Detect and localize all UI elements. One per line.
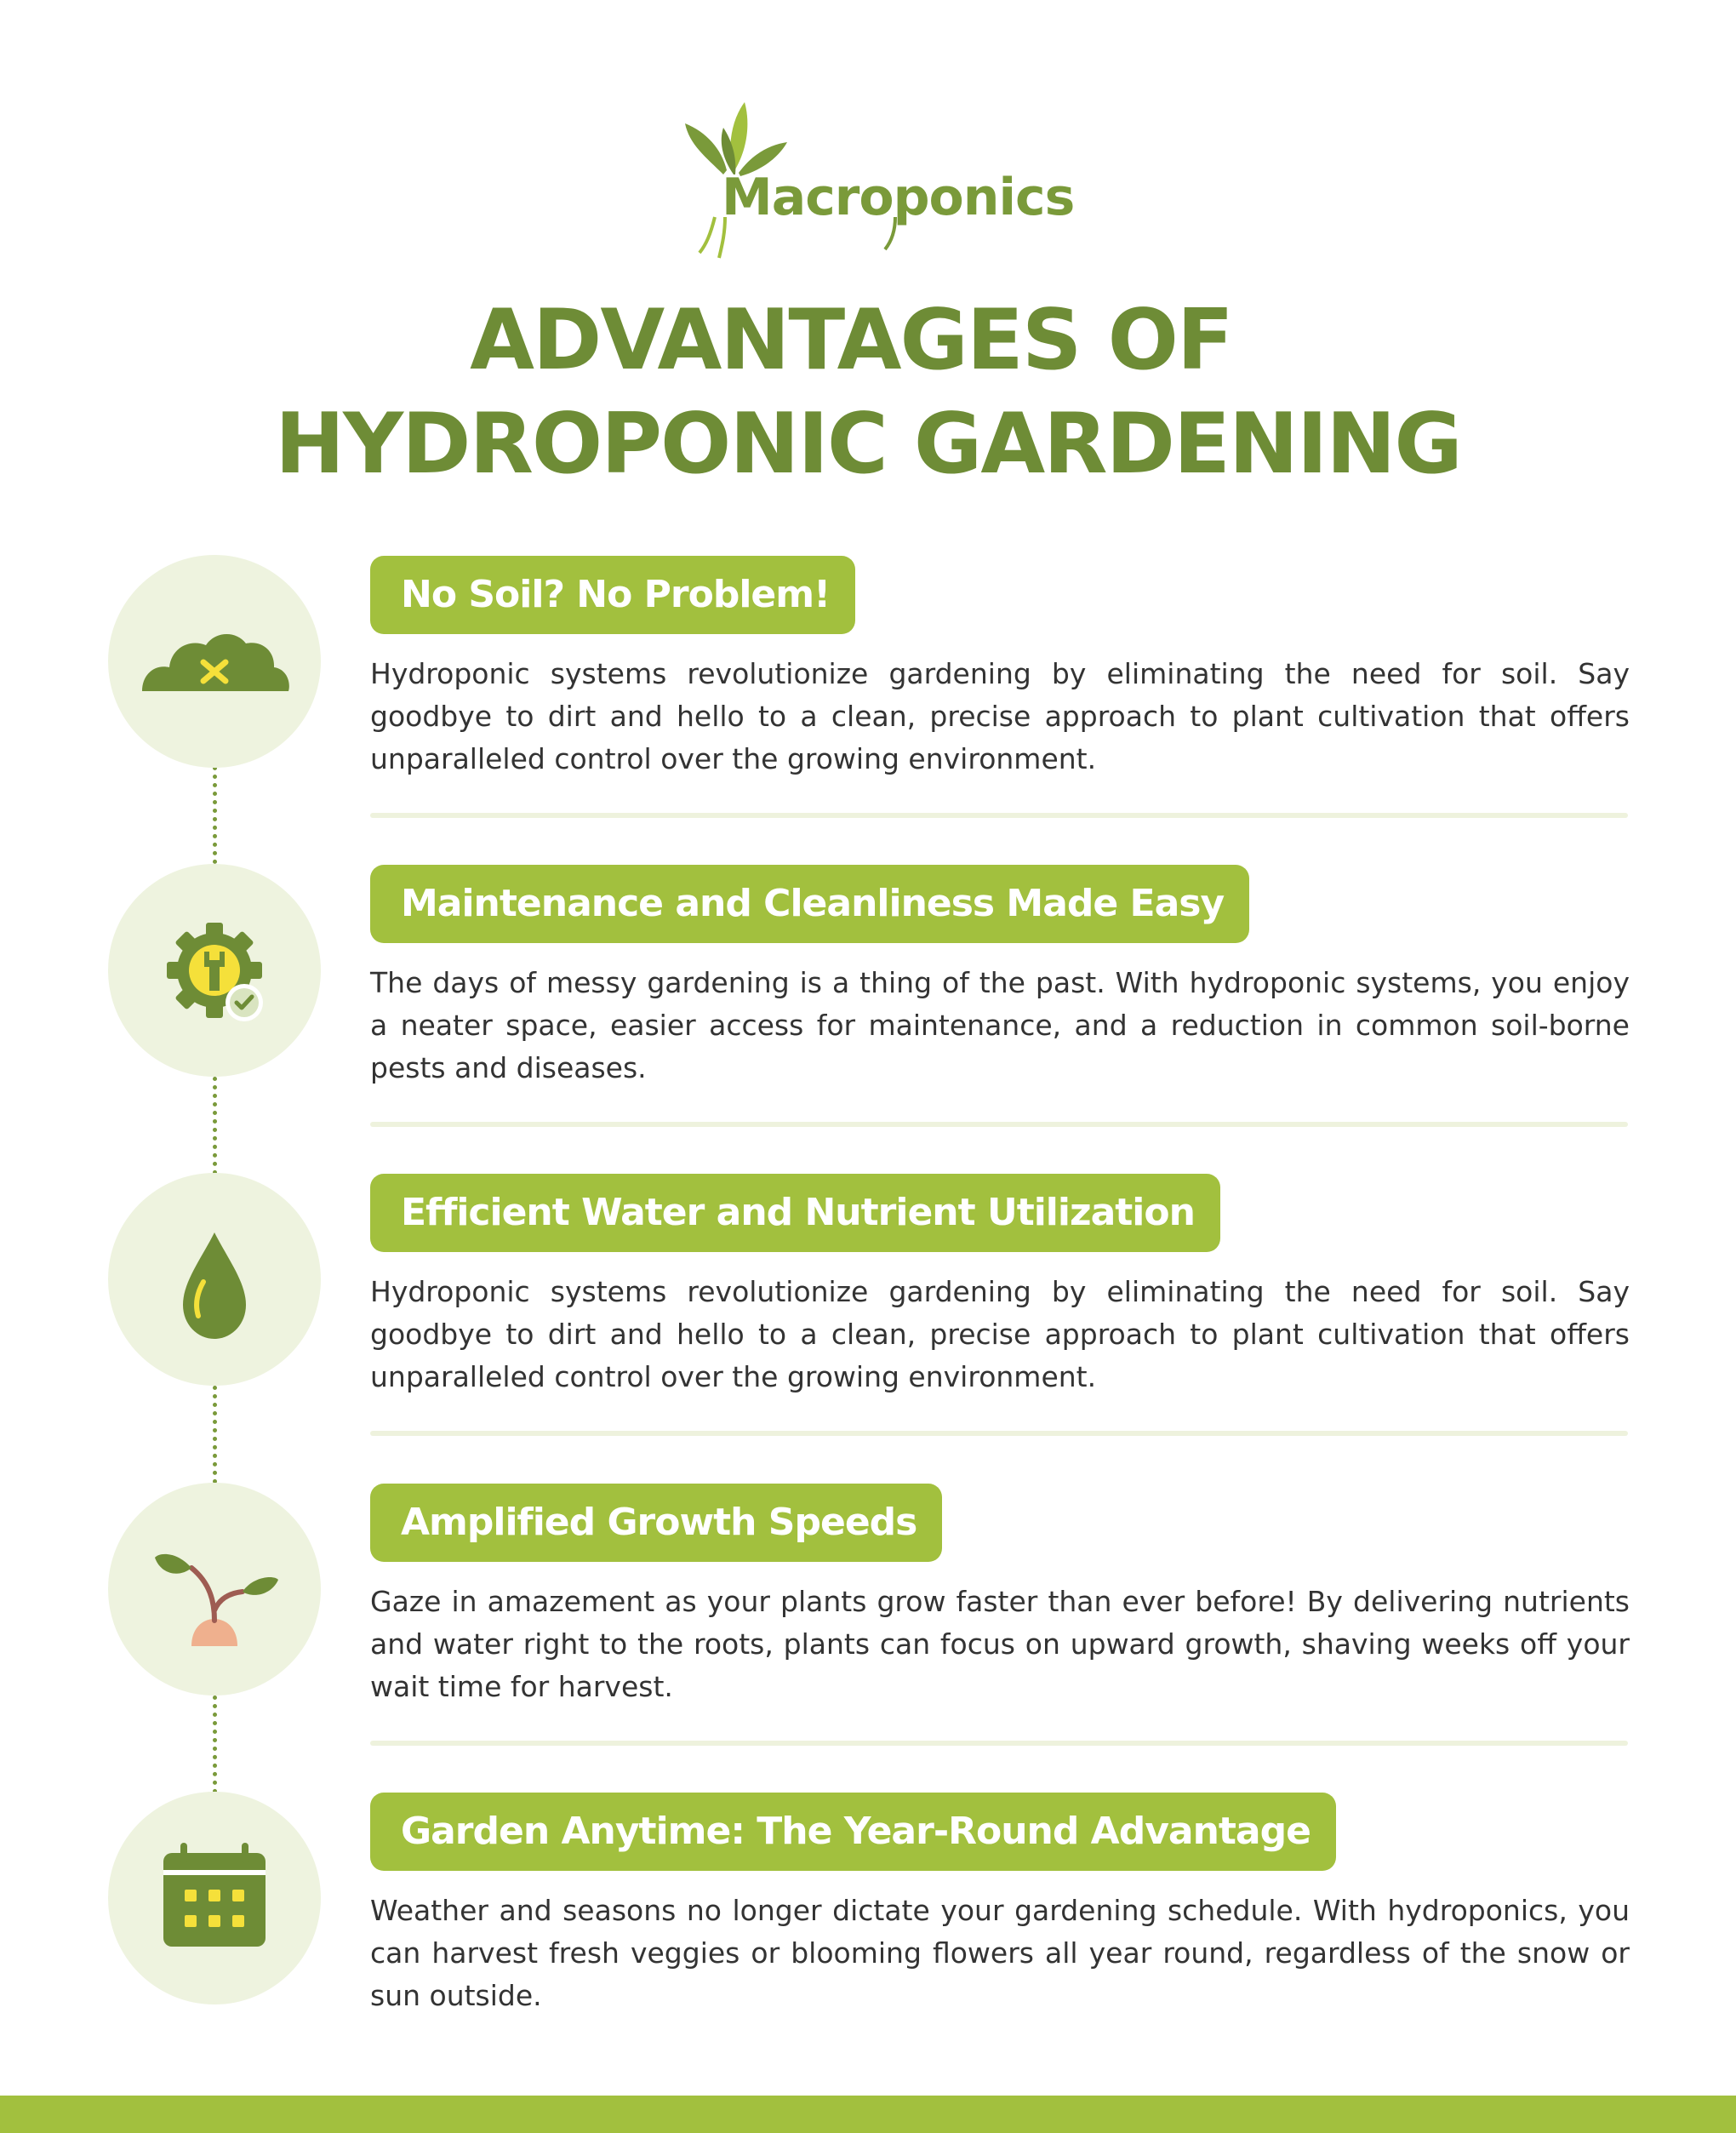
section-divider xyxy=(370,1122,1628,1127)
gear-wrench-check-icon xyxy=(108,864,321,1077)
section-heading: Maintenance and Cleanliness Made Easy xyxy=(370,865,1249,943)
footer-bar xyxy=(0,2096,1736,2133)
section-icon-circle xyxy=(108,1792,321,2004)
sprout-icon xyxy=(108,1483,321,1696)
soil-bush-x-icon xyxy=(108,555,321,768)
brand-logo xyxy=(672,98,1075,260)
section-description: Weather and seasons no longer dictate your gardening schedule. With hydroponics, you can harvest fresh veggies or blooming flowers all year round, regardless of the snow or sun outside. xyxy=(370,1894,1630,2012)
section-heading: No Soil? No Problem! xyxy=(370,556,855,634)
section-icon-circle xyxy=(108,864,321,1077)
section-icon-circle xyxy=(108,555,321,768)
page-title-line1: ADVANTAGES OF xyxy=(470,292,1232,389)
section-divider xyxy=(370,1431,1628,1436)
water-drop-icon xyxy=(108,1173,321,1386)
section-icon-circle xyxy=(108,1483,321,1696)
section-divider xyxy=(370,1741,1628,1746)
timeline-connector xyxy=(213,1696,217,1793)
logo-wordmark: Macroponics xyxy=(722,168,1075,227)
section-description: Hydroponic systems revolutionize gardening by eliminating the need for soil. Say goodbye to dirt and hello to a clean, precise approach to plant cultivation that offers unparalleled control over the growing environment. xyxy=(370,1275,1630,1393)
timeline-connector xyxy=(213,766,217,864)
section-heading: Amplified Growth Speeds xyxy=(370,1484,942,1562)
timeline-connector xyxy=(213,1386,217,1484)
calendar-icon xyxy=(108,1792,321,2004)
section-heading: Efficient Water and Nutrient Utilization xyxy=(370,1174,1220,1252)
section-description: The days of messy gardening is a thing of the past. With hydroponic systems, you enjoy a neater space, easier access for maintenance, and a reduction in common soil-borne pests and diseases. xyxy=(370,966,1630,1084)
section-heading: Garden Anytime: The Year-Round Advantage xyxy=(370,1793,1336,1871)
section-description: Gaze in amazement as your plants grow faster than ever before! By delivering nutrients and water right to the roots, plants can focus on upward growth, shaving weeks off your wait time for harvest. xyxy=(370,1585,1630,1703)
section-description: Hydroponic systems revolutionize gardening by eliminating the need for soil. Say goodbye to dirt and hello to a clean, precise approach to plant cultivation that offers unparalleled control over the growing environment. xyxy=(370,657,1630,775)
timeline-connector xyxy=(213,1077,217,1175)
section-icon-circle xyxy=(108,1173,321,1386)
page-title-line2: HYDROPONIC GARDENING xyxy=(275,396,1461,493)
section-divider xyxy=(370,813,1628,818)
